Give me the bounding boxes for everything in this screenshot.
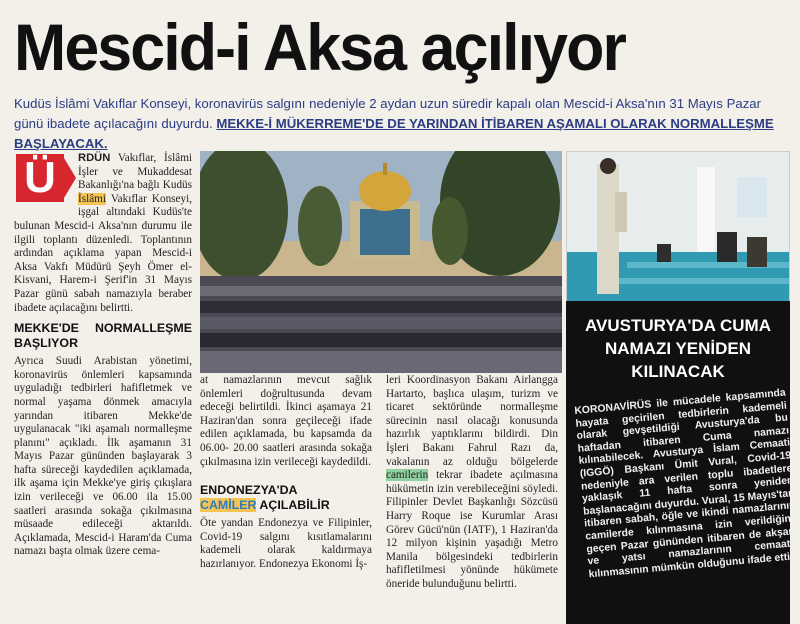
al-aqsa-photo-graphic	[200, 151, 562, 373]
article-column-1	[14, 152, 192, 559]
article-column-3	[386, 374, 558, 592]
newspaper-logo	[14, 152, 74, 212]
austria-mosque-photo	[566, 151, 790, 303]
subhead-endonezya-line1: ENDONEZYA'DA	[200, 483, 298, 498]
highlight-camiler: CAMİLER	[200, 498, 257, 513]
austria-mosque-photo-graphic	[567, 152, 789, 302]
column1-paragraph2: Ayrıca Suudi Arabistan yönetimi, koronavirüs önlemleri kapsamında uyguladığı tedbirleri hafifletmek ve normal yaşama dönmek amacıyla yarından itibaren Mekke'de uygulanacak "iki aşamalı normalleşme planını" açıkladı. İlk aşamanın 31 Mayıs Pazar gününden başlayarak 3 hafta süreceği kaydedilen açıklamada, ilk aşama için Mekke'ye giriş çıkışlara izin verileceği ve 06.00 ila 15.00 saatleri arasında sokağa çıkılmasına müsaade edileceği aktarıldı. Açıklamada, Mescid-i Haram'da Cuma namazı başta olmak üzere cema-	[14, 355, 192, 558]
lead-text: Kudüs İslâmi Vakıflar Konseyi, koronavirüs salgını nedeniyle 2 aydan uzun süredir kapalı olan Mescid-i Aksa'nın 31 Mayıs Pazar günü ibadete açılacağını duyurdu.	[14, 96, 762, 131]
article-column-2	[200, 374, 372, 572]
col3-text-a: leri Koordinasyon Bakanı Airlangga Hartarto, başlıca ulaşım, turizm ve ticaret sektöründe normalleşme sürecinin nasıl olacağı konusunda hazırlık yaptıklarını bildirdi. Din İşleri Bakanı Fahrul Razı da, vakalanın az olduğu bölgelerde	[386, 374, 558, 468]
lead-paragraph	[14, 94, 786, 154]
col1-text-b: Vakıflar Konseyi, işgal altındaki Kudüs'te bulunan Mescid-i Aksa'nın durumu ile ilgili toplantı düzenledi. Toplantının ardından açıklama yapan Mescid-i Aksa Vakfı Müdürü Şeyh Ömer el-Kisvani, Harem-i Şerif'in 31 Mayıs Pazar günü sabah namazıyla beraber ibadete açılacağını belirtti.	[14, 192, 192, 314]
highlight-camilerin: camilerin	[386, 469, 429, 482]
col3-text-b: tekrar ibadete açılmasına hükümetin izin verebileceğini söyledi. Filipinler Devlet Başkanlığı Sözcüsü Harry Roque ise Kurumlar Arası Görev Gücü'nün (IATF), 1 Haziran'da 12 milyon kişinin yaşadığı Metro Manila bölgesindeki tedbirlerin hafifletilmesi yönünde hükümete öneride bulunduğunu belirtti.	[386, 469, 558, 590]
al-aqsa-photo	[200, 151, 562, 373]
column3-paragraph1	[386, 374, 558, 592]
col1-text-a: Vakıflar, İslâmi İşler ve Mukaddesat Bakanlığı'na bağlı Kudüs	[78, 152, 192, 192]
logo-letter: Ü	[24, 153, 56, 202]
highlight-islami: İslâmi	[78, 192, 106, 205]
column2-paragraph1: at namazlarının mevcut sağlık önlemleri doğrultusunda devam edeceği belirtildi. İkinci aşamaya 21 Haziran'dan sonra geçileceği ifade edilen açıklamada, bu kapsamda da 06.00- 20.00 saatleri arasında sokağa çıkılmasına izin verileceği kaydedildi.	[200, 374, 372, 468]
lead-caps: MEKKE-İ MÜKERREME'DE DE YARINDAN İTİBAREN AŞAMALI OLARAK NORMALLEŞME BAŞLAYACAK.	[14, 116, 774, 151]
subhead-endonezya-rest: AÇILABİLİR	[256, 498, 330, 513]
subhead-mekke: MEKKE'DE NORMALLEŞME BAŞLIYOR	[14, 321, 192, 351]
sidebar-body	[574, 388, 800, 582]
dropcap-rest: RDÜN	[78, 152, 111, 164]
logo-pointer	[64, 158, 76, 198]
subhead-endonezya	[200, 483, 372, 513]
sidebar-title: AVUSTURYA'DA CUMA NAMAZI YENİDEN KILINACAK	[584, 316, 771, 381]
headline: Mescid-i Aksa açılıyor	[14, 10, 626, 84]
sidebar-paragraph: KORONAVİRÜS ile mücadele kapsamında hayata geçirilen tedbirlerin kademeli olarak gevşetildiği Avusturya'da bu haftadan itibaren Cuma namazı kılınabilecek. Avusturya İslam Cemaati (IGGÖ) Başkanı Ümit Vural, Covid-19 nedeniyle ara verilen toplu ibadetlere yaklaşık 11 hafta sonra yeniden başlanacağını duyurdu. Vural, 15 Mayıs'tan itibaren sabah, öğle ve ikindi namazlarının camilerde kılınmasına izin verildiğini, geçen Pazar gününden itibaren de akşam ve yatsı namazlarının cemaatle kılınmasının mümkün olduğunu ifade etti.	[574, 387, 800, 581]
column2-paragraph2: Öte yandan Endonezya ve Filipinler, Covid-19 salgını kısıtlamalarını kademeli olarak kaldırmaya hazırlanıyor. Endonezya Ekonomi İş-	[200, 517, 372, 570]
